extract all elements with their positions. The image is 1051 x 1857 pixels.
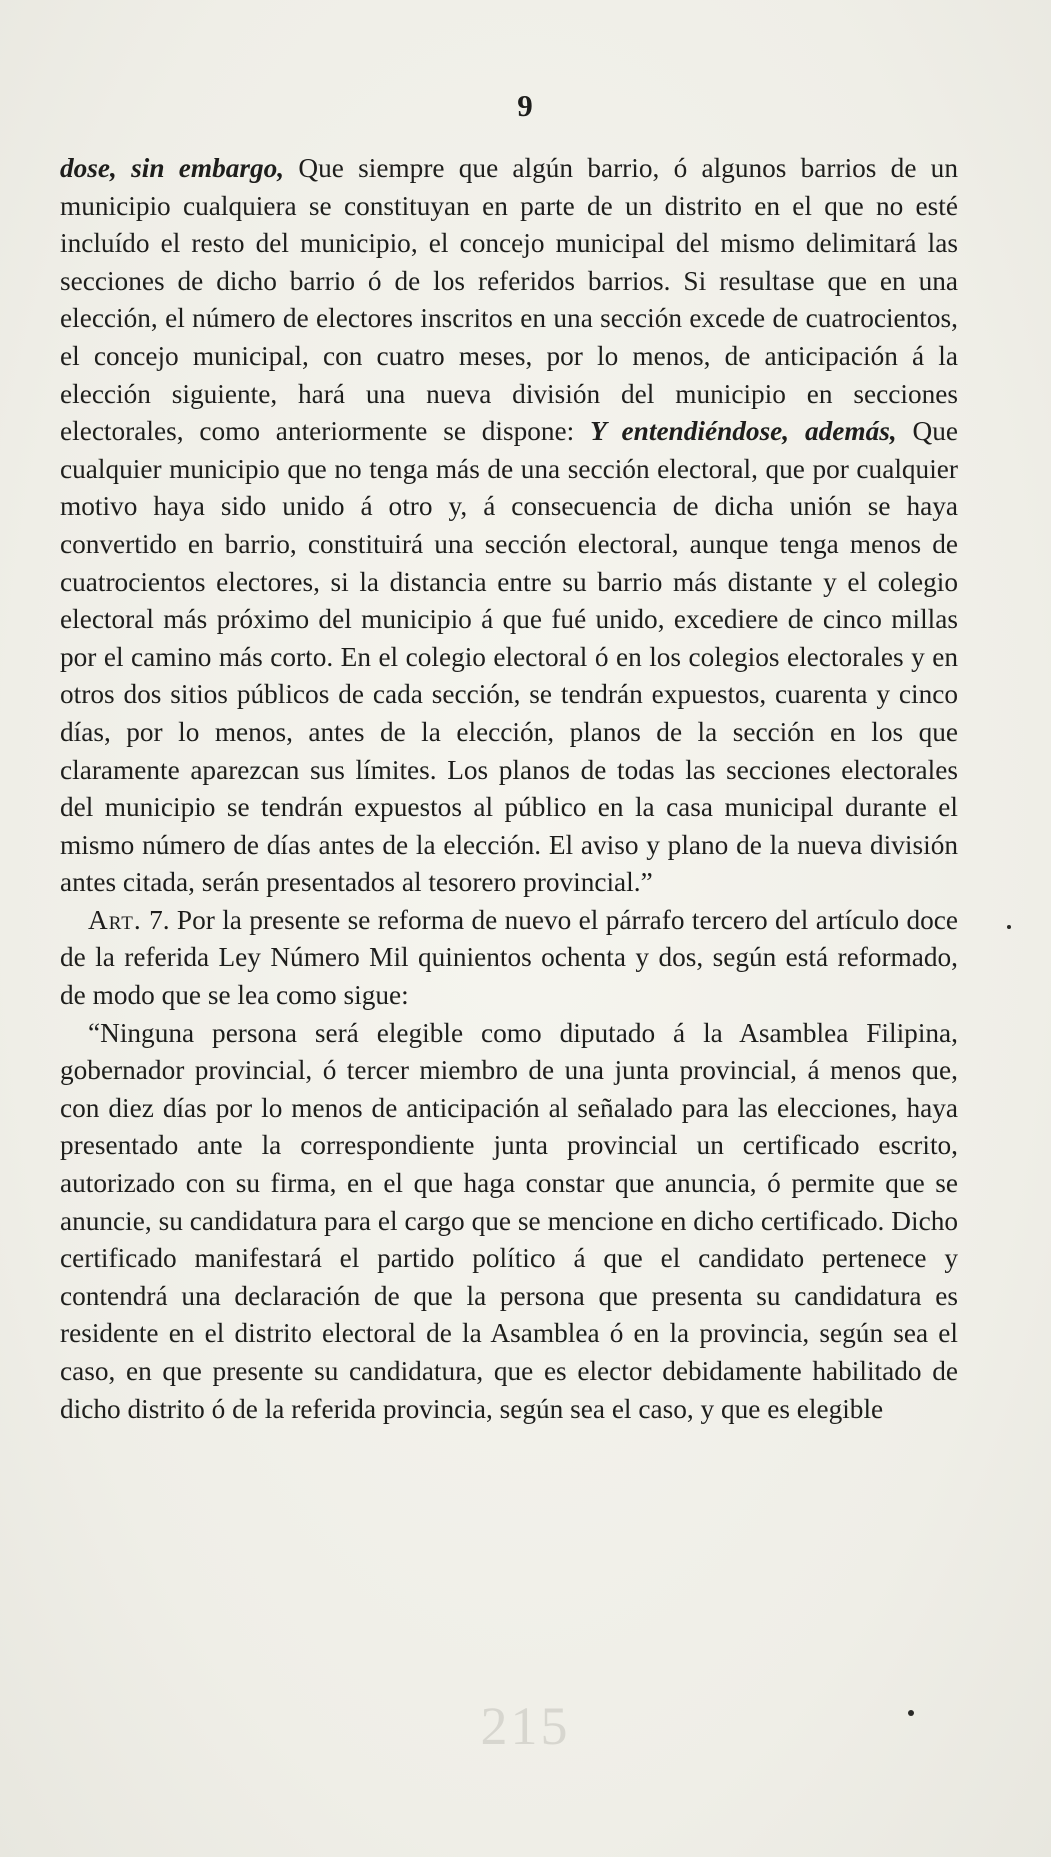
scan-speck [1007, 925, 1011, 929]
page-number: 9 [517, 88, 534, 123]
scan-speck [908, 1710, 914, 1716]
article-text: Por la presente se reforma de nuevo el párrafo tercero del artículo doce de la referida Ley Número Mil quinientos ochenta y dos, según está reformado, de modo que se lea como sigue: [60, 904, 959, 1011]
article-paragraph [60, 902, 958, 1015]
article-number: 7. [149, 904, 170, 935]
quoted-paragraph [60, 1015, 958, 1429]
footer-page-stamp: 215 [480, 1696, 571, 1756]
italic-lead: dose, sin embargo, [60, 153, 285, 183]
article-label: Art. [88, 904, 142, 935]
paragraph-text-continued: Que cualquier municipio que no tenga más de una sección electoral, que por cualquier motivo haya sido unido á otro y, á consecuencia de dicha unión se haya convertido en barrio, constituirá una sección electoral, aunque tenga menos de cuatrocientos electores, si la distancia entre su barrio más distante y el colegio electoral más próximo del municipio á que fué unido, excediere de cinco millas por el camino más corto. En el colegio electoral ó en los colegios electorales y en otros dos sitios públicos de cada sección, se tendrán expuestos, cuarenta y cinco días, por lo menos, antes de la elección, planos de la sección en los que claramente aparezcan sus límites. Los planos de todas las secciones electorales del municipio se tendrán expuestos al público en la casa municipal durante el mismo número de días antes de la elección. El aviso y plano de la nueva división antes citada, serán presentados al tesorero provincial.” [60, 416, 958, 898]
body-text [60, 150, 958, 1428]
quoted-text: “Ninguna persona será elegible como diputado á la Asamblea Filipina, gobernador provincial, ó tercer miembro de una junta provincial, á menos que, con diez días por lo menos de anticipación al señalado para las elecciones, haya presentado ante la correspondiente junta provincial un certificado escrito, autorizado con su firma, en el que haga constar que anuncia, ó permite que se anuncie, su candidatura para el cargo que se mencione en dicho certificado. Dicho certificado manifestará el partido político á que el candidato pertenece y contendrá una declaración de que la persona que presenta su candidatura es residente en el distrito electoral de la Asamblea ó en la provincia, según sea el caso, en que presente su candidatura, que es elector debidamente habilitado de dicho distrito ó de la referida provincia, según sea el caso, y que es elegible [60, 1017, 958, 1424]
italic-proviso: Y entendiéndose, además, [590, 416, 897, 447]
paragraph-continuation [60, 150, 958, 902]
paragraph-text: Que siempre que algún barrio, ó algunos barrios de un municipio cualquiera se constituyan en parte de un distrito en el que no esté incluído el resto del municipio, el concejo municipal del mismo delimitará las secciones de dicho barrio ó de los referidos barrios. Si resultase que en una elección, el número de electores inscritos en una sección excede de cuatrocientos, el concejo municipal, con cuatro meses, por lo menos, de anticipación á la elección siguiente, hará una nueva división del municipio en secciones electorales, como anteriormente se dispone: [60, 153, 958, 447]
